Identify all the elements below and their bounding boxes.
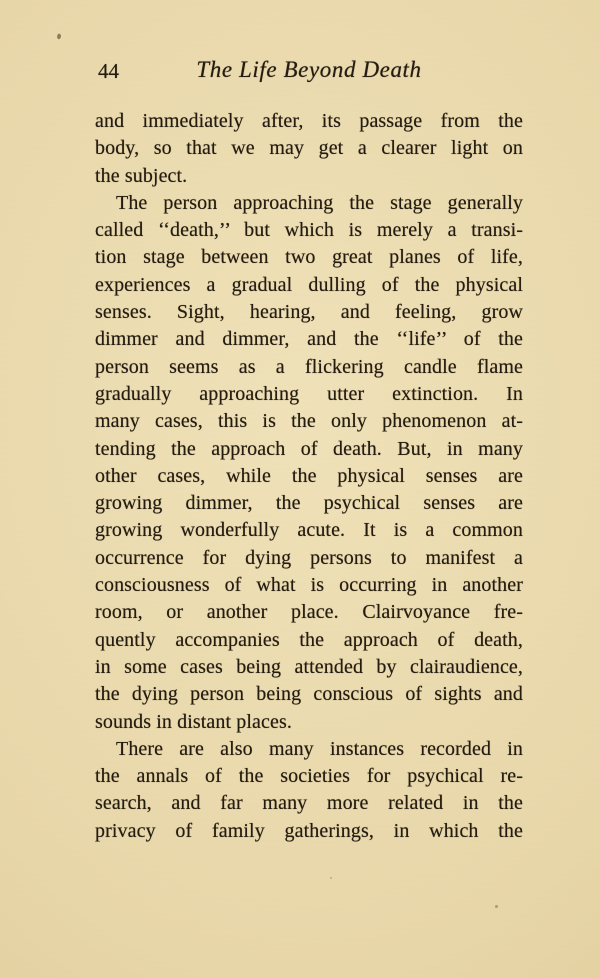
text-line: occurrence for dying persons to manifest a xyxy=(95,546,523,569)
text-line: growing dimmer, the psychical senses are xyxy=(95,492,523,515)
paper-speck xyxy=(330,877,332,879)
text-line: privacy of family gatherings, in which the xyxy=(95,819,523,842)
page-number: 44 xyxy=(98,59,119,83)
text-line: in some cases being attended by clairaudience, xyxy=(95,655,523,678)
text-line: search, and far many more related in the xyxy=(95,792,523,815)
text-line: the dying person being conscious of sights and xyxy=(95,683,523,706)
text-line: There are also many instances recorded in xyxy=(116,737,523,760)
text-line: the annals of the societies for psychical re- xyxy=(95,765,523,788)
page-header xyxy=(95,57,523,87)
paper-speck xyxy=(57,33,62,40)
text-line: tion stage between two great planes of life, xyxy=(95,246,523,269)
text-line: body, so that we may get a clearer light on xyxy=(95,137,523,160)
text-line: tending the approach of death. But, in many xyxy=(95,437,523,460)
text-line: called ‘‘death,’’ but which is merely a transi- xyxy=(95,219,523,242)
text-line: senses. Sight, hearing, and feeling, grow xyxy=(95,301,523,324)
text-line: many cases, this is the only phenomenon at- xyxy=(95,410,523,433)
text-line: other cases, while the physical senses are xyxy=(95,464,523,487)
text-line: consciousness of what is occurring in another xyxy=(95,574,523,597)
paper-speck xyxy=(495,905,498,908)
text-line: The person approaching the stage generally xyxy=(116,191,523,214)
text-line: and immediately after, its passage from the xyxy=(95,110,523,132)
text-line: the subject. xyxy=(95,164,188,187)
text-line: person seems as a flickering candle flame xyxy=(95,355,523,378)
text-line: room, or another place. Clairvoyance fre- xyxy=(95,601,523,624)
text-line: experiences a gradual dulling of the physical xyxy=(95,273,523,296)
text-line: gradually approaching utter extinction. In xyxy=(95,382,523,405)
text-block xyxy=(95,108,523,845)
running-title: The Life Beyond Death xyxy=(196,57,422,82)
text-line: quently accompanies the approach of death, xyxy=(95,628,523,651)
text-line: dimmer and dimmer, and the ‘‘life’’ of the xyxy=(95,328,523,351)
text-line: sounds in distant places. xyxy=(95,710,292,733)
text-line: growing wonderfully acute. It is a common xyxy=(95,519,523,542)
